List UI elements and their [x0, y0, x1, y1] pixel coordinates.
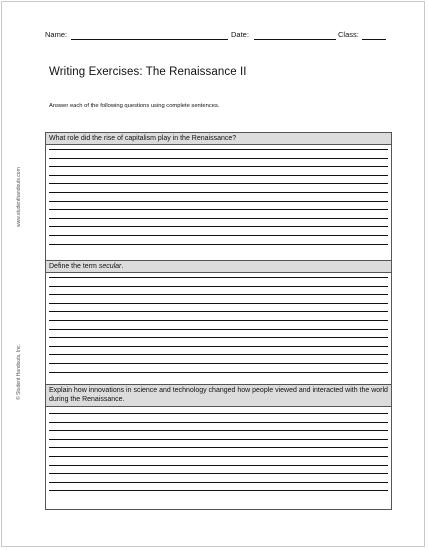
answer-line[interactable]	[49, 439, 388, 440]
question-prompt: Explain how innovations in science and technology changed how people viewed and interacted with the world during the Renaissance.	[46, 385, 391, 407]
answer-line[interactable]	[49, 149, 388, 150]
answer-line[interactable]	[49, 311, 388, 312]
question-prompt-text: Define the term secular.	[49, 263, 124, 270]
website-side-text: www.studenthandouts.com	[16, 167, 22, 227]
answer-line[interactable]	[49, 482, 388, 483]
student-info-header	[2, 30, 428, 44]
question-box-3	[45, 384, 392, 510]
answer-line[interactable]	[49, 158, 388, 159]
question-prompt	[46, 261, 391, 273]
answer-line[interactable]	[49, 422, 388, 423]
answer-line[interactable]	[49, 226, 388, 227]
answer-line[interactable]	[49, 354, 388, 355]
answer-line[interactable]	[49, 329, 388, 330]
page-title: Writing Exercises: The Renaissance II	[49, 66, 247, 78]
answer-line[interactable]	[49, 363, 388, 364]
question-prompt: What role did the rise of capitalism play in the Renaissance?	[46, 133, 391, 145]
answer-line[interactable]	[49, 235, 388, 236]
answer-line[interactable]	[49, 320, 388, 321]
answer-line[interactable]	[49, 465, 388, 466]
answer-line[interactable]	[49, 192, 388, 193]
instructions: Answer each of the following questions using complete sentences.	[49, 103, 220, 109]
answer-line[interactable]	[49, 183, 388, 184]
answer-line[interactable]	[49, 413, 388, 414]
answer-line[interactable]	[49, 430, 388, 431]
answer-line[interactable]	[49, 473, 388, 474]
answer-line[interactable]	[49, 303, 388, 304]
answer-line[interactable]	[49, 244, 388, 245]
answer-line[interactable]	[49, 286, 388, 287]
worksheet-page	[1, 1, 425, 547]
date-label: Date:	[231, 30, 249, 39]
answer-line[interactable]	[49, 346, 388, 347]
question-box-1	[45, 132, 392, 261]
answer-line[interactable]	[49, 209, 388, 210]
answer-line[interactable]	[49, 175, 388, 176]
answer-line[interactable]	[49, 218, 388, 219]
question-box-2	[45, 260, 392, 385]
name-label: Name:	[45, 30, 68, 39]
answer-line[interactable]	[49, 372, 388, 373]
answer-line[interactable]	[49, 447, 388, 448]
date-write-line[interactable]	[254, 39, 336, 40]
answer-line[interactable]	[49, 201, 388, 202]
answer-line[interactable]	[49, 490, 388, 491]
answer-line[interactable]	[49, 166, 388, 167]
name-write-line[interactable]	[71, 39, 228, 40]
class-label: Class:	[338, 30, 359, 39]
class-write-line[interactable]	[362, 39, 386, 40]
answer-line[interactable]	[49, 337, 388, 338]
answer-line[interactable]	[49, 277, 388, 278]
italic-term: secular	[98, 263, 122, 270]
answer-line[interactable]	[49, 294, 388, 295]
answer-line[interactable]	[49, 456, 388, 457]
copyright-side-text: © Student Handouts, Inc.	[16, 344, 22, 400]
